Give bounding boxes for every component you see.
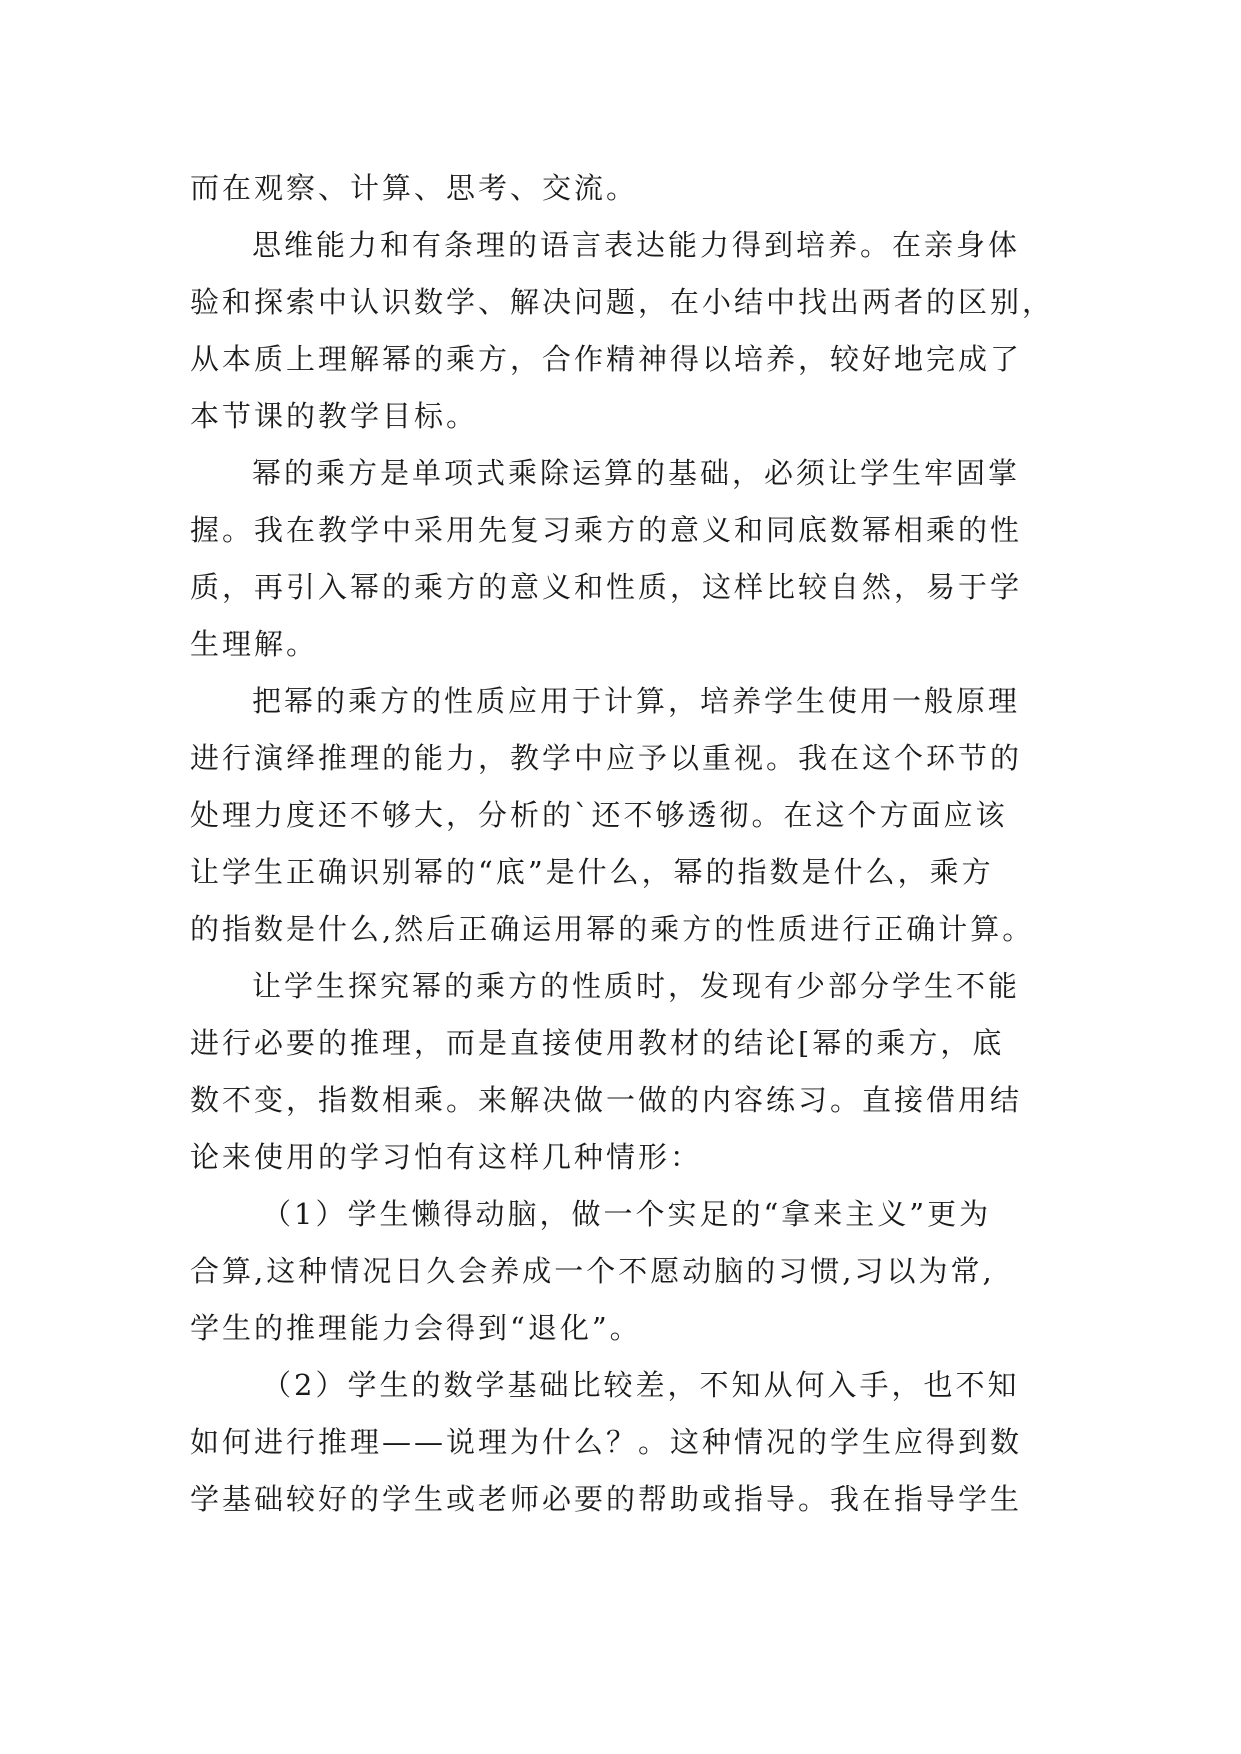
text-line: 学基础较好的学生或老师必要的帮助或指导。我在指导学生: [190, 1482, 1023, 1516]
text-line: 论来使用的学习怕有这样几种情形：: [190, 1140, 703, 1174]
document-body: [190, 160, 1058, 1528]
text-line: 思维能力和有条理的语言表达能力得到培养。在亲身体: [252, 228, 1021, 262]
text-line: 进行必要的推理，而是直接使用教材的结论[幂的乘方，底: [190, 1026, 1005, 1060]
text-line: 质，再引入幂的乘方的意义和性质，这样比较自然，易于学: [190, 570, 1023, 604]
text-line: 从本质上理解幂的乘方，合作精神得以培养，较好地完成了: [190, 342, 1023, 376]
paragraph: [190, 1186, 1058, 1357]
text-line: 验和探索中认识数学、解决问题，在小结中找出两者的区别，: [190, 285, 1055, 319]
text-line: （1）学生懒得动脑，做一个实足的“拿来主义”更为: [262, 1197, 992, 1231]
paragraph: [190, 673, 1058, 958]
text-line: 进行演绎推理的能力，教学中应予以重视。我在这个环节的: [190, 741, 1023, 775]
text-line: 幂的乘方是单项式乘除运算的基础，必须让学生牢固掌: [252, 456, 1021, 490]
text-line: 处理力度还不够大，分析的`还不够透彻。在这个方面应该: [190, 798, 1008, 832]
text-line: 让学生正确识别幂的“底”是什么，幂的指数是什么，乘方: [190, 855, 994, 889]
paragraph: [190, 217, 1058, 445]
text-line: 而在观察、计算、思考、交流。: [190, 171, 639, 205]
text-line: 握。我在教学中采用先复习乘方的意义和同底数幂相乘的性: [190, 513, 1023, 547]
paragraph: [190, 445, 1058, 673]
text-line: 本节课的教学目标。: [190, 399, 479, 433]
text-line: （2）学生的数学基础比较差，不知从何入手，也不知: [262, 1368, 1020, 1402]
text-line: 把幂的乘方的性质应用于计算，培养学生使用一般原理: [252, 684, 1021, 718]
text-line: 的指数是什么,然后正确运用幂的乘方的性质进行正确计算。: [190, 912, 1035, 946]
paragraph: [190, 160, 1058, 217]
text-line: 生理解。: [190, 627, 319, 661]
text-line: 学生的推理能力会得到“退化”。: [190, 1311, 642, 1345]
text-line: 让学生探究幂的乘方的性质时，发现有少部分学生不能: [252, 969, 1021, 1003]
paragraph: [190, 958, 1058, 1186]
text-line: 数不变，指数相乘。来解决做一做的内容练习。直接借用结: [190, 1083, 1023, 1117]
text-line: 如何进行推理——说理为什么？。这种情况的学生应得到数: [190, 1425, 1023, 1459]
paragraph: [190, 1357, 1058, 1528]
text-line: 合算,这种情况日久会养成一个不愿动脑的习惯,习以为常,: [190, 1254, 995, 1288]
